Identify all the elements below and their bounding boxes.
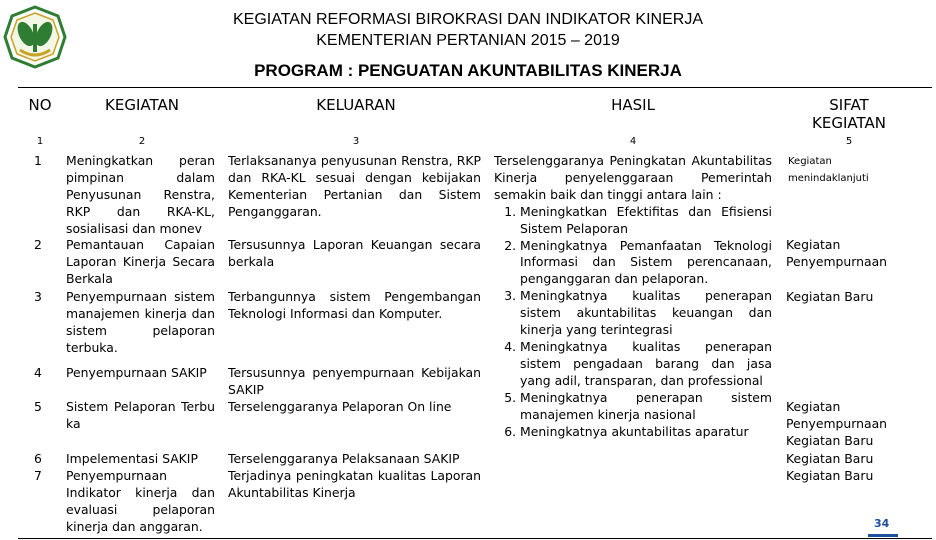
row-1-kegiatan: Meningkatkan peran pimpinan dalam Penyusunan Renstra, RKP dan RKA-KL, sosialisasi dan monev <box>66 153 215 236</box>
col-number-3: 3 <box>352 136 360 147</box>
row-1-no: 1 <box>34 153 42 168</box>
col-number-5: 5 <box>845 136 853 147</box>
table-top-rule <box>18 87 932 88</box>
col-number-1: 1 <box>36 136 44 147</box>
row-5-kegiatan: Sistem Pelaporan Terbu ka <box>66 399 215 431</box>
page-number: 34 <box>874 517 890 530</box>
row-5-sifat-line2: Penyempurnaan <box>786 415 888 431</box>
col-header-sifat <box>786 96 912 132</box>
col-number-2: 2 <box>138 136 146 147</box>
page-title-line1: KEGIATAN REFORMASI BIROKRASI DAN INDIKATOR KINERJA <box>233 11 703 28</box>
hasil-item-1: 1. Meningkatkan Efektifitas dan Efisiensi Sistem Pelaporan <box>520 204 772 238</box>
row-2-sifat-line1: Kegiatan <box>786 237 841 252</box>
row-7-no: 7 <box>34 468 42 483</box>
row-1-keluaran: Terlaksananya penyusunan Renstra, RKP dan RKA-KL sesuai dengan kebijakan Kementerian Pertanian dan Sistem Penganggaran. <box>228 153 481 219</box>
col-header-sifat-line1: SIFAT <box>829 96 869 114</box>
col-header-kegiatan: KEGIATAN <box>105 96 179 114</box>
row-4-kegiatan: Penyempurnaan SAKIP <box>66 365 207 380</box>
row-5-keluaran: Terselenggaranya Pelaporan On line <box>228 399 452 414</box>
row-5-sifat <box>786 399 912 450</box>
row-6-kegiatan: Impelementasi SAKIP <box>66 451 198 466</box>
page-title-line2: KEMENTERIAN PERTANIAN 2015 – 2019 <box>316 32 620 49</box>
row-6-no: 6 <box>34 451 42 466</box>
hasil-item-3: 3. Meningkatnya kualitas penerapan sistem akuntabilitas keuangan dan kinerja yang terintegrasi <box>520 288 772 339</box>
row-6-sifat: Kegiatan Baru <box>786 451 874 466</box>
col-header-no: NO <box>28 96 52 114</box>
row-2-kegiatan: Pemantauan Capaian Laporan Kinerja Secara Berkala <box>66 237 215 286</box>
row-7-sifat: Kegiatan Baru <box>786 468 874 483</box>
program-heading: PROGRAM : PENGUATAN AKUNTABILITAS KINERJA <box>254 61 682 80</box>
row-2-keluaran: Tersusunnya Laporan Keuangan secara berkala <box>228 237 481 269</box>
col-header-hasil: HASIL <box>611 96 655 114</box>
row-3-no: 3 <box>34 289 42 304</box>
row-1-sifat: Kegiatan menindaklanjuti <box>788 156 869 184</box>
row-2-sifat <box>786 237 912 271</box>
table-bottom-rule <box>18 538 932 539</box>
row-3-sifat: Kegiatan Baru <box>786 289 874 304</box>
hasil-item-4: 4. Meningkatnya kualitas penerapan sistem pengadaan barang dan jasa yang adil, transparan, dan professional <box>520 339 772 390</box>
row-7-keluaran: Terjadinya peningkatan kualitas Laporan Akuntabilitas Kinerja <box>228 468 481 500</box>
row-2-no: 2 <box>34 237 42 252</box>
row-3-keluaran: Terbangunnya sistem Pengembangan Teknologi Informasi dan Komputer. <box>228 289 481 321</box>
hasil-item-2: 2. Meningkatnya Pemanfaatan Teknologi Informasi dan Sistem perencanaan, penganggaran dan pelaporan. <box>520 238 772 289</box>
hasil-item-5: 5. Meningkatnya penerapan sistem manajemen kinerja nasional <box>520 390 772 424</box>
row-5-sifat-line1: Kegiatan <box>786 399 841 414</box>
col-header-keluaran: KELUARAN <box>316 96 396 114</box>
col-header-sifat-line2: KEGIATAN <box>812 114 886 132</box>
row-4-no: 4 <box>34 365 42 380</box>
row-3-kegiatan: Penyempurnaan sistem manajemen kinerja dan sistem pelaporan terbuka. <box>66 289 215 355</box>
hasil-list <box>494 204 772 441</box>
hasil-block <box>494 153 772 440</box>
hasil-item-6: 6. Meningkatnya akuntabilitas aparatur <box>520 424 772 441</box>
col-number-4: 4 <box>629 136 637 147</box>
row-4-keluaran: Tersusunnya penyempurnaan Kebijakan SAKIP <box>228 365 481 397</box>
page-number-accent-bar <box>868 534 898 537</box>
row-5-no: 5 <box>34 399 42 414</box>
row-7-kegiatan: Penyempurnaan Indikator kinerja dan evaluasi pelaporan kinerja dan anggaran. <box>66 468 215 534</box>
row-6-keluaran: Terselenggaranya Pelaksanaan SAKIP <box>228 451 460 466</box>
hasil-intro: Terselenggaranya Peningkatan Akuntabilitas Kinerja penyelenggaraan Pemerintah semakin baik dan tinggi antara lain : <box>494 153 772 202</box>
row-2-sifat-line2: Penyempurnaan <box>786 253 888 269</box>
row-5-sifat-line3: Kegiatan Baru <box>786 432 874 448</box>
